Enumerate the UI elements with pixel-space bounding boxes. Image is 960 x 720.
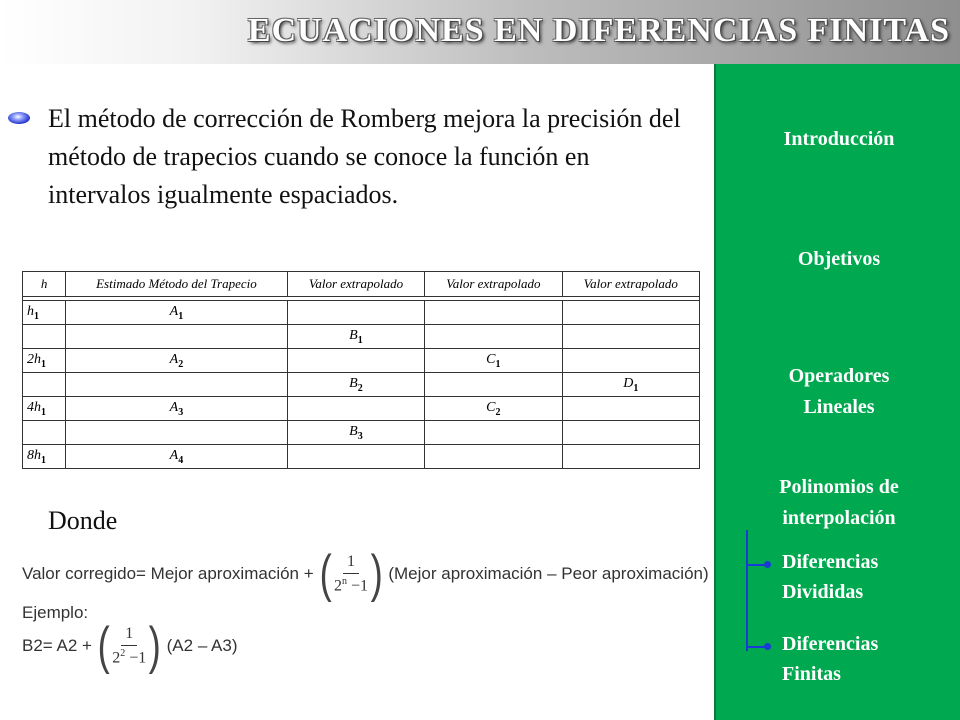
example-fraction: ( $\frac{1}{2^2 -1}$ )	[97, 617, 162, 675]
table-row	[23, 325, 700, 349]
table-cell: $B_1$	[287, 325, 424, 349]
table-cell	[66, 325, 288, 349]
table-header-h: h	[23, 272, 66, 297]
table-cell	[562, 421, 699, 445]
table-body	[23, 301, 700, 469]
table-cell: $C_1$	[425, 349, 562, 373]
sidebar-subitem-diferencias-divididas[interactable]: Diferencias Divididas	[782, 551, 879, 603]
table-cell: $A_4$	[66, 445, 288, 469]
table-cell: $B_3$	[287, 421, 424, 445]
formula-den-rest: −1	[346, 577, 369, 595]
table-cell	[23, 325, 66, 349]
donde-label: Donde	[48, 506, 118, 535]
sidebar-subitem-diferencias-finitas[interactable]: Diferencias Finitas	[782, 633, 879, 685]
table-cell	[23, 421, 66, 445]
table-cell	[425, 325, 562, 349]
table-cell	[287, 349, 424, 373]
formula-right: (Mejor aproximación – Peor aproximación)	[388, 564, 709, 583]
table-cell	[66, 373, 288, 397]
formula-left: Valor corregido= Mejor aproximación +	[22, 564, 314, 583]
sidebar-item-operadores-lineales[interactable]: Operadores Lineales	[788, 365, 890, 418]
table-cell	[287, 301, 424, 325]
table-cell	[425, 445, 562, 469]
formula-den-exp: n	[341, 575, 347, 587]
sidebar-item-polinomios[interactable]: Polinomios de interpolación	[779, 476, 899, 529]
example-den-exp: 2	[120, 647, 126, 659]
table-header-extrapolado-2: Valor extrapolado	[425, 272, 562, 297]
table-header-extrapolado-1: Valor extrapolado	[287, 272, 424, 297]
table-cell: $8h_1$	[23, 445, 66, 469]
sidebar-item-objetivos[interactable]: Objetivos	[797, 248, 881, 270]
table-cell	[66, 421, 288, 445]
example-right: (A2 – A3)	[166, 636, 238, 655]
slide-title: ECUACIONES EN DIFERENCIAS FINITAS	[247, 12, 950, 49]
example-left: B2= A2 +	[22, 636, 92, 655]
table-header-trapecio: Estimado Método del Trapecio	[66, 272, 288, 297]
romberg-table	[22, 271, 700, 469]
example-numerator: 1	[121, 625, 137, 646]
table-cell: $C_2$	[425, 397, 562, 421]
table-cell	[287, 445, 424, 469]
table-header-row	[23, 272, 700, 297]
example-den-base: 2	[112, 649, 121, 667]
table-cell: $4h_1$	[23, 397, 66, 421]
table-cell	[562, 349, 699, 373]
table-row	[23, 349, 700, 373]
tree-dot-icon	[764, 561, 771, 568]
table-cell	[287, 397, 424, 421]
table-cell: $A_1$	[66, 301, 288, 325]
table-cell	[425, 301, 562, 325]
table-cell	[425, 373, 562, 397]
formula-fraction: ( $\frac{1}{2^n -1}$ )	[319, 545, 383, 603]
table-cell: $B_2$	[287, 373, 424, 397]
table-cell	[425, 421, 562, 445]
sidebar	[714, 64, 960, 720]
tree-connector	[746, 530, 748, 651]
formula-numerator: 1	[343, 553, 359, 574]
table-row	[23, 421, 700, 445]
table-cell	[562, 325, 699, 349]
sidebar-item-introduccion[interactable]: Introducción	[783, 128, 895, 150]
correction-formula	[22, 545, 709, 603]
table-cell: $A_2$	[66, 349, 288, 373]
table-cell: $D_1$	[562, 373, 699, 397]
table-row	[23, 373, 700, 397]
table-cell	[562, 445, 699, 469]
table-cell	[562, 301, 699, 325]
bullet-icon	[8, 112, 30, 124]
body-paragraph: El método de corrección de Romberg mejora la precisión del método de trapecios cuando se conoce la función en intervalos igualmente espaciados.	[48, 104, 681, 209]
table-cell	[562, 397, 699, 421]
example-den-rest: −1	[125, 649, 147, 667]
table-cell: $2h_1$	[23, 349, 66, 373]
table-header-extrapolado-3: Valor extrapolado	[562, 272, 699, 297]
table-cell	[23, 373, 66, 397]
table-row	[23, 397, 700, 421]
table-row	[23, 445, 700, 469]
example-label: Ejemplo:	[22, 603, 89, 622]
example-formula	[22, 617, 238, 675]
table-cell: $A_3$	[66, 397, 288, 421]
formula-den-base: 2	[333, 577, 342, 595]
tree-dot-icon	[764, 643, 771, 650]
title-bar	[0, 0, 960, 64]
table-cell: $h_1$	[23, 301, 66, 325]
table-row	[23, 301, 700, 325]
